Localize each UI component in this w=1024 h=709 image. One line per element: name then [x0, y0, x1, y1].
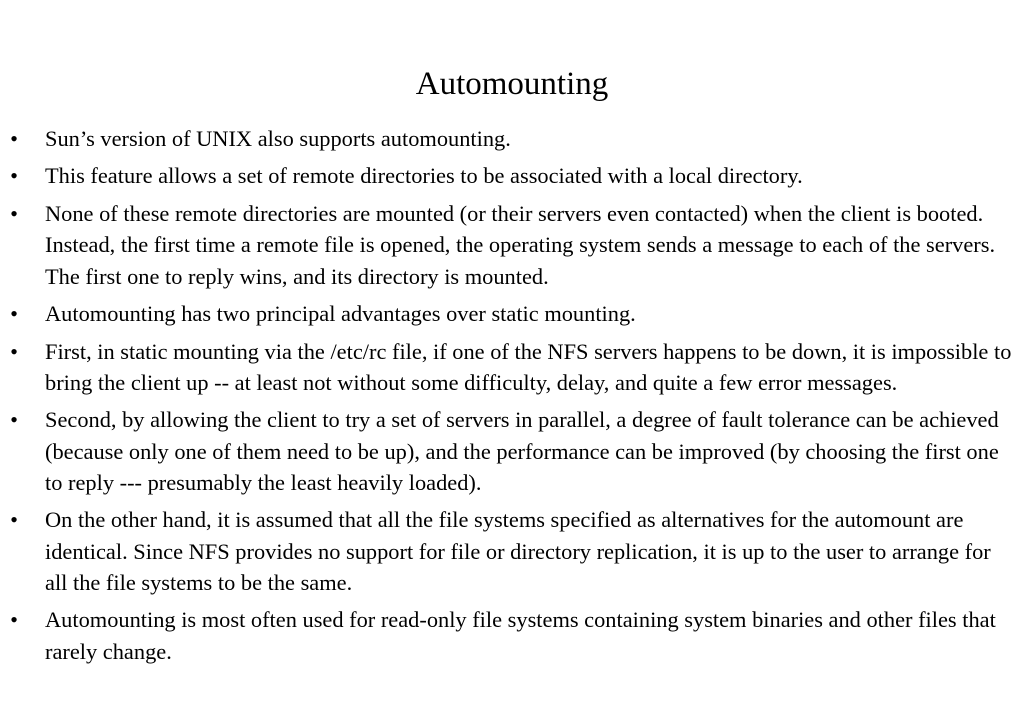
bullet-text: On the other hand, it is assumed that all the file systems specified as alternatives for the automount are identical. Since NFS provides no support for file or directory replication, it is up to the user to arrange for all the file systems to be the same.: [45, 507, 991, 595]
bullet-text: Automounting is most often used for read-only file systems containing system binaries and other files that rarely change.: [45, 607, 996, 664]
bullet-text: Automounting has two principal advantages over static mounting.: [45, 301, 636, 327]
bullet-text: Second, by allowing the client to try a set of servers in parallel, a degree of fault tolerance can be achieved (because only one of them need to be up), and the performance can be improved (by choosing the first one to reply --- presumably the least heavily loaded).: [45, 407, 999, 495]
bullet-marker: •: [10, 607, 18, 633]
bullet-item: [0, 298, 1024, 329]
bullet-list: [0, 123, 1024, 673]
bullet-item: [0, 336, 1024, 399]
bullet-marker: •: [10, 163, 18, 189]
bullet-marker: •: [10, 507, 18, 533]
bullet-marker: •: [10, 338, 18, 364]
bullet-marker: •: [10, 407, 18, 433]
bullet-text: None of these remote directories are mounted (or their servers even contacted) when the client is booted. Instead, the first time a remote file is opened, the operating system sends a message to each of the servers. The first one to reply wins, and its directory is mounted.: [45, 200, 996, 289]
bullet-text: This feature allows a set of remote directories to be associated with a local directory.: [45, 163, 803, 189]
bullet-text: Sun’s version of UNIX also supports automounting.: [45, 126, 511, 151]
bullet-item: [0, 198, 1024, 292]
bullet-item: [0, 160, 1024, 191]
bullet-item: [0, 504, 1024, 598]
slide-title: Automounting: [415, 66, 609, 102]
bullet-marker: •: [10, 126, 18, 151]
bullet-marker: •: [10, 301, 18, 327]
bullet-item: [0, 123, 1024, 154]
bullet-text: First, in static mounting via the /etc/rc file, if one of the NFS servers happens to be down, it is impossible to bring the client up -- at least not without some difficulty, delay, and quite a few error messages.: [45, 338, 1012, 395]
bullet-marker: •: [10, 200, 18, 226]
bullet-item: [0, 404, 1024, 498]
bullet-item: [0, 604, 1024, 667]
